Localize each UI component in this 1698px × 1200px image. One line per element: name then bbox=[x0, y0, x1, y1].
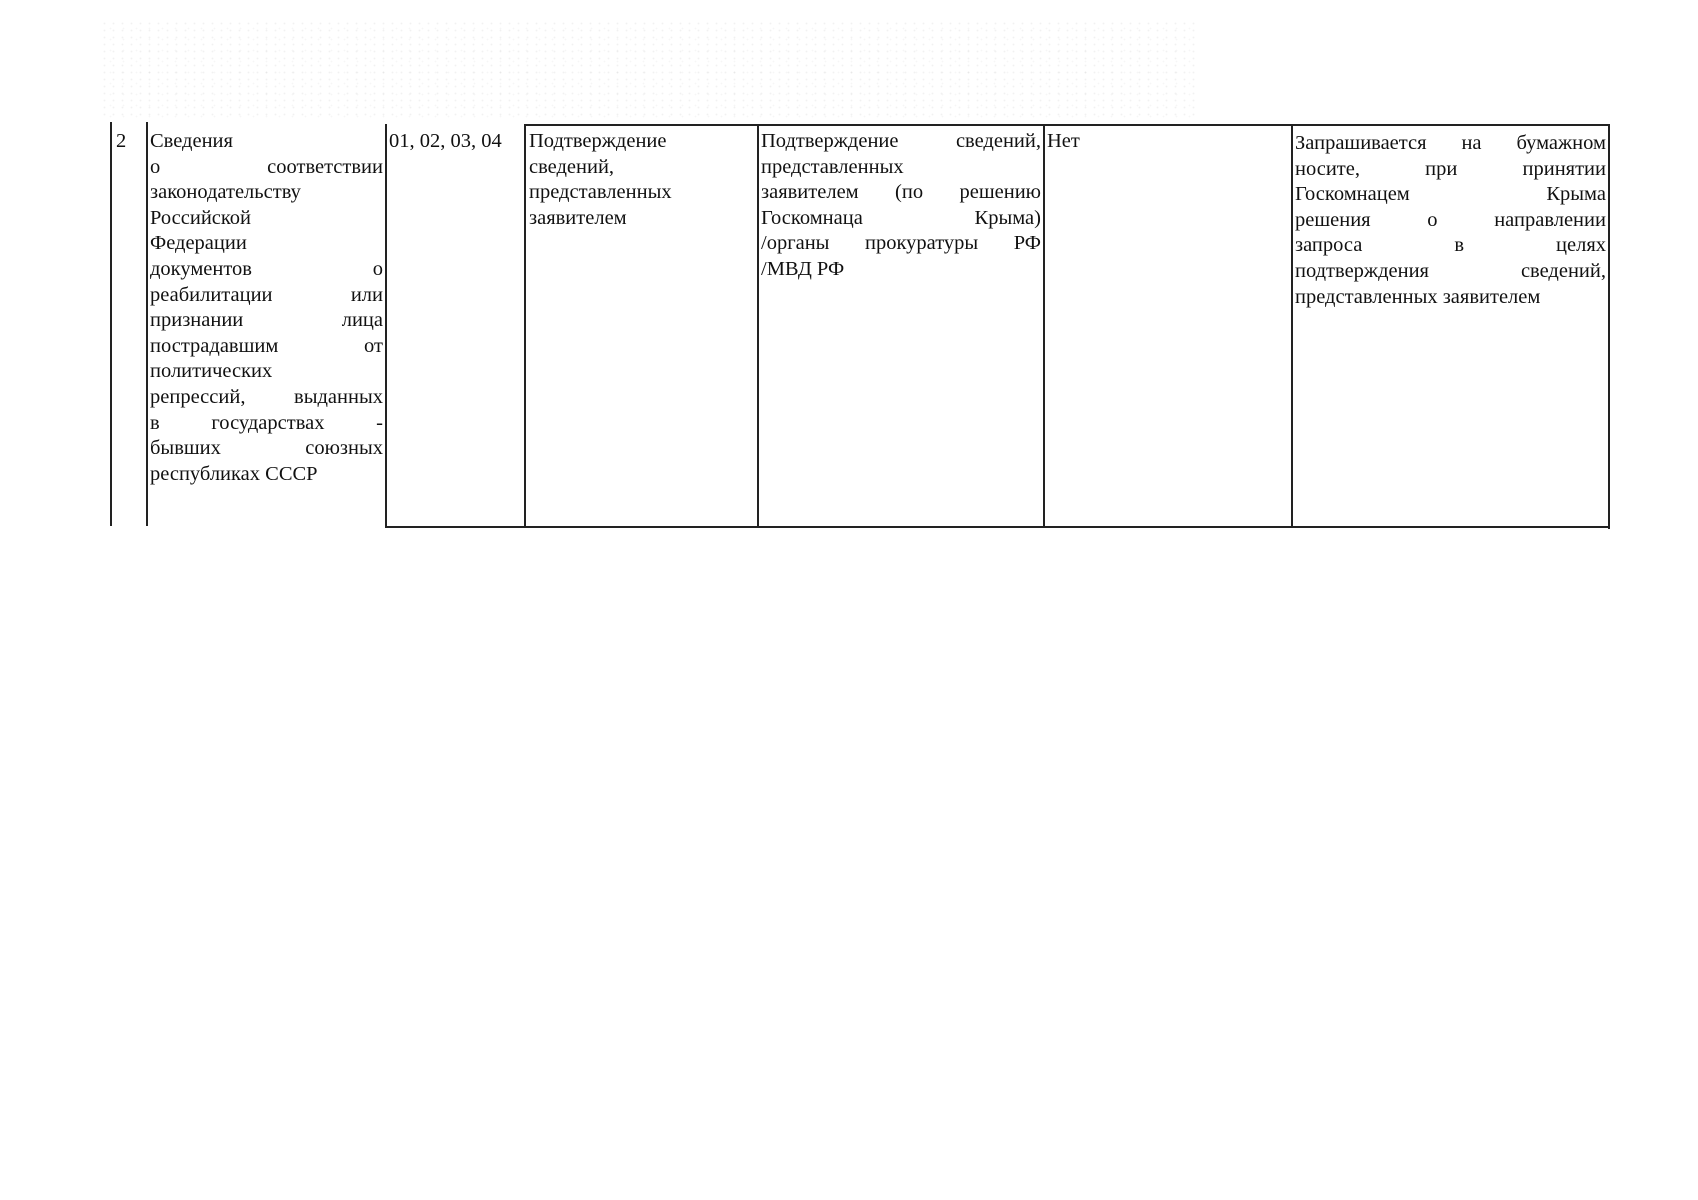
word: лица bbox=[341, 309, 383, 332]
word: подтверждения bbox=[1295, 259, 1429, 282]
cell-info-line bbox=[150, 257, 383, 283]
cell-info-line: Российской bbox=[150, 206, 252, 229]
cell-info-line bbox=[150, 385, 383, 411]
cell-info-line bbox=[150, 334, 383, 360]
word: решению bbox=[959, 181, 1041, 204]
word: бывших bbox=[150, 437, 221, 460]
cell-source-line bbox=[761, 231, 1041, 257]
cell-note-line bbox=[1295, 233, 1606, 259]
cell-info bbox=[150, 129, 383, 487]
cell-info-line bbox=[150, 155, 383, 181]
word: государствах bbox=[211, 411, 325, 434]
word: заявителем bbox=[761, 181, 859, 204]
word: сведений, bbox=[1520, 259, 1606, 282]
cell-info-line: Федерации bbox=[150, 232, 247, 255]
word: прокуратуры bbox=[865, 232, 979, 255]
table-border-left-inner bbox=[146, 122, 148, 526]
table-border-bottom bbox=[385, 526, 1609, 528]
table-border-col2 bbox=[385, 124, 387, 527]
cell-purpose-line: заявителем bbox=[529, 206, 627, 229]
cell-info-line: республиках СССР bbox=[150, 462, 318, 485]
word: сведений, bbox=[955, 130, 1041, 152]
table-border-left-outer bbox=[110, 122, 112, 526]
cell-purpose-line: Подтверждение bbox=[529, 130, 667, 152]
word: документов bbox=[150, 257, 252, 280]
word: от bbox=[364, 334, 383, 357]
cell-info-line: законодательству bbox=[150, 181, 301, 204]
word: - bbox=[376, 411, 383, 434]
cell-purpose-line: сведений, bbox=[529, 155, 615, 178]
cell-note-line: представленных заявителем bbox=[1295, 285, 1541, 308]
cell-purpose bbox=[529, 129, 754, 231]
word: о bbox=[1427, 208, 1438, 231]
word: Запрашивается bbox=[1295, 132, 1427, 154]
cell-source bbox=[761, 129, 1041, 283]
word: соответствии bbox=[267, 155, 383, 178]
word: Крыма bbox=[1546, 183, 1606, 206]
word: о bbox=[150, 155, 161, 178]
cell-info-line: политических bbox=[150, 360, 273, 383]
word: Госкомнацем bbox=[1295, 183, 1410, 206]
cell-purpose-line: представленных bbox=[529, 181, 672, 204]
cell-info-line bbox=[150, 436, 383, 462]
word: признании bbox=[150, 309, 244, 332]
cell-note-line bbox=[1295, 131, 1606, 157]
word: в bbox=[150, 411, 160, 434]
table-border-col5 bbox=[1043, 124, 1045, 527]
word: целях bbox=[1556, 234, 1606, 257]
cell-source-line bbox=[761, 206, 1041, 232]
word: в bbox=[1454, 234, 1465, 257]
word: (по bbox=[895, 181, 924, 204]
cell-source-line: /МВД РФ bbox=[761, 257, 845, 280]
cell-note-line bbox=[1295, 259, 1606, 285]
table-border-top bbox=[524, 124, 1609, 126]
word: на bbox=[1461, 132, 1482, 154]
cell-info-line bbox=[150, 411, 383, 437]
word: реабилитации bbox=[150, 283, 273, 306]
word: РФ bbox=[1013, 232, 1041, 255]
word: принятии bbox=[1522, 157, 1606, 180]
word: запроса bbox=[1295, 234, 1363, 257]
word: или bbox=[350, 283, 383, 306]
row-number: 2 bbox=[116, 130, 127, 152]
word: о bbox=[372, 257, 383, 280]
word: Крыма) bbox=[974, 206, 1041, 229]
word: союзных bbox=[305, 437, 383, 460]
word: носите, bbox=[1295, 157, 1360, 180]
word: выданных bbox=[294, 385, 383, 408]
cell-flag: Нет bbox=[1047, 130, 1080, 152]
cell-source-line bbox=[761, 180, 1041, 206]
word: пострадавшим bbox=[150, 334, 279, 357]
cell-source-line: представленных bbox=[761, 155, 904, 178]
cell-source-line bbox=[761, 129, 1041, 155]
table-border-col3 bbox=[524, 124, 526, 527]
word: Подтверждение bbox=[761, 130, 899, 152]
scan-noise bbox=[100, 20, 1200, 120]
word: репрессий, bbox=[150, 385, 246, 408]
cell-note-line bbox=[1295, 157, 1606, 183]
table-border-col4 bbox=[757, 124, 759, 527]
word: решения bbox=[1295, 208, 1371, 231]
word: направлении bbox=[1494, 208, 1606, 231]
cell-note-line bbox=[1295, 182, 1606, 208]
cell-info-line bbox=[150, 308, 383, 334]
cell-note bbox=[1295, 131, 1606, 310]
word: /органы bbox=[761, 232, 830, 255]
word: бумажном bbox=[1516, 132, 1606, 154]
word: Госкомнаца bbox=[761, 206, 863, 229]
cell-codes: 01, 02, 03, 04 bbox=[389, 130, 502, 152]
cell-note-line bbox=[1295, 208, 1606, 234]
word: при bbox=[1425, 157, 1458, 180]
cell-info-line bbox=[150, 283, 383, 309]
table-border-right bbox=[1608, 124, 1610, 529]
cell-info-line: Сведения bbox=[150, 130, 233, 152]
table-border-col6 bbox=[1291, 124, 1293, 527]
